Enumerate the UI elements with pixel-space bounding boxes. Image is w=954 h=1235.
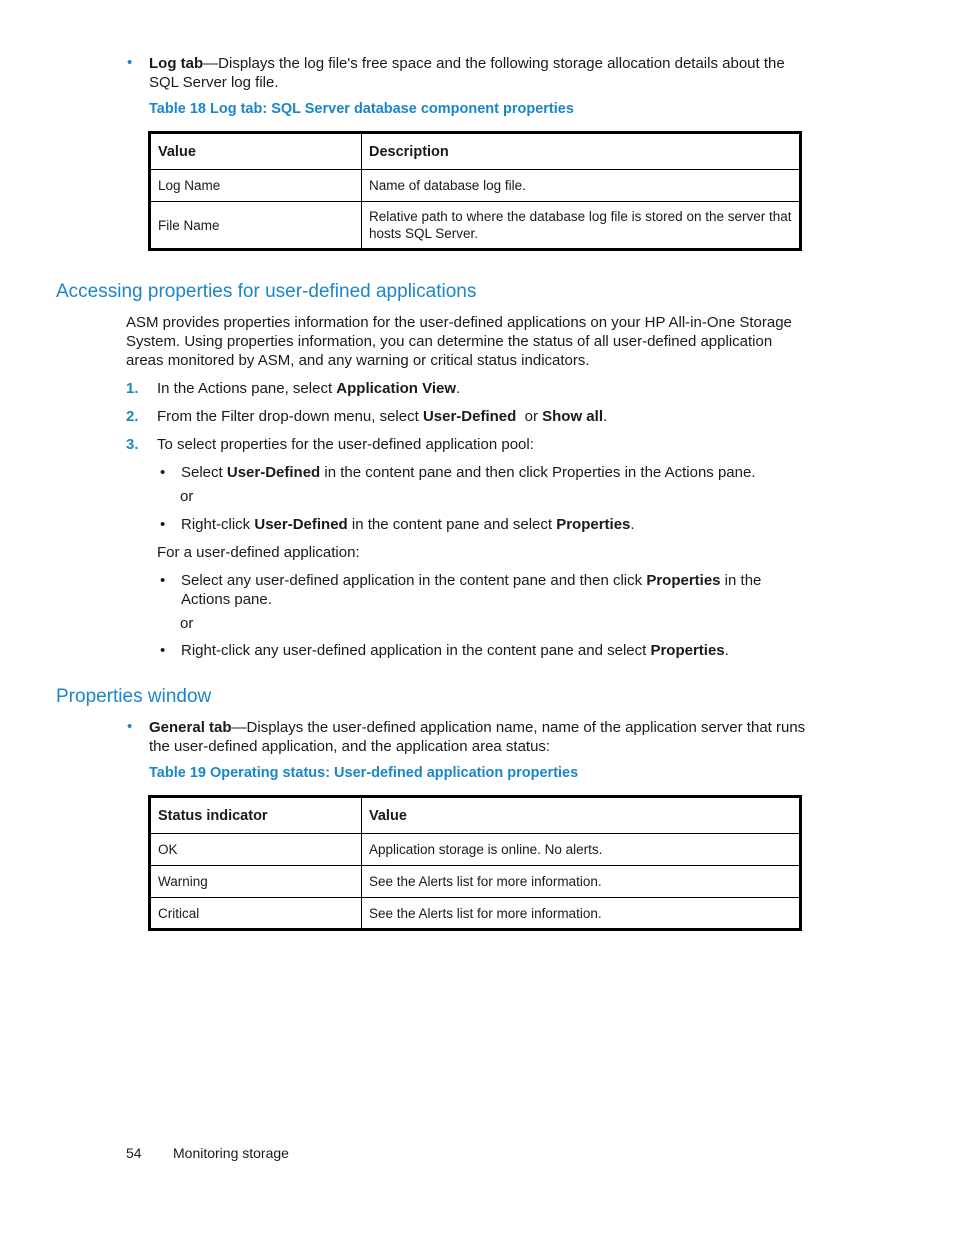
table-cell: OK (150, 834, 362, 866)
bullet-icon: • (160, 516, 166, 533)
table-row (150, 202, 801, 250)
table-cell: See the Alerts list for more information. (362, 898, 801, 930)
sub-bullet-select-any-application: Select any user-defined application in the content pane and then click Properties in the Actions pane. (181, 572, 762, 608)
section-heading-accessing-properties: Accessing properties for user-defined applications (56, 281, 477, 302)
table-header-row (150, 797, 801, 834)
or-text: or (180, 615, 194, 632)
section-heading-properties-window: Properties window (56, 686, 212, 707)
table19 (148, 795, 802, 931)
for-application-text: For a user-defined application: (157, 544, 360, 561)
table-cell: See the Alerts list for more information. (362, 866, 801, 898)
step-1: In the Actions pane, select Application View. (157, 380, 461, 397)
table-header: Description (362, 133, 801, 170)
table-cell: Critical (150, 898, 362, 930)
or-text: or (180, 488, 194, 505)
table-row (150, 170, 801, 202)
general-tab-bullet: General tab—Displays the user-defined application name, name of the application server that runs the user-defined application, and the application area status: (149, 719, 806, 755)
step-3: To select properties for the user-defined application pool: (157, 436, 534, 453)
step-number: 3. (126, 436, 139, 453)
bullet-icon: • (127, 718, 133, 735)
sub-bullet-right-click-any-application: Right-click any user-defined application in the content pane and select Properties. (181, 642, 729, 659)
log-tab-bullet (149, 54, 809, 92)
step-2: From the Filter drop-down menu, select User-Defined or Show all. (157, 408, 608, 425)
bullet-icon: • (160, 464, 166, 481)
bullet-icon: • (127, 54, 133, 71)
table-cell: Relative path to where the database log file is stored on the server that hosts SQL Server. (362, 202, 801, 250)
table-cell: Log Name (150, 170, 362, 202)
table-row (150, 898, 801, 930)
table-header: Status indicator (150, 797, 362, 834)
table-cell: Application storage is online. No alerts. (362, 834, 801, 866)
table-cell: Warning (150, 866, 362, 898)
step-number: 1. (126, 380, 139, 397)
table19-caption: Table 19 Operating status: User-defined application properties (149, 765, 579, 781)
log-tab-text: —Displays the log file's free space and the following storage allocation details about the SQL Server log file. (149, 55, 785, 91)
table-row (150, 834, 801, 866)
table-header: Value (362, 797, 801, 834)
table-row (150, 866, 801, 898)
log-tab-term: Log tab (149, 55, 204, 72)
step-number: 2. (126, 408, 139, 425)
table18 (148, 131, 802, 251)
table-header: Value (150, 133, 362, 170)
sub-bullet-right-click-user-defined: Right-click User-Defined in the content pane and select Properties. (181, 516, 635, 533)
section1-paragraph: ASM provides properties information for the user-defined applications on your HP All-in-One Storage System. Using properties information, you can determine the status of all user-defined application areas monitored by ASM, and any warning or critical status indicators. (126, 314, 792, 369)
sub-bullet-select-user-defined: Select User-Defined in the content pane and then click Properties in the Actions pane. (181, 464, 756, 481)
bullet-icon: • (160, 642, 166, 659)
table18-caption: Table 18 Log tab: SQL Server database component properties (149, 101, 574, 117)
table-cell: Name of database log file. (362, 170, 801, 202)
footer-section-title: Monitoring storage (173, 1145, 289, 1161)
table-header-row (150, 133, 801, 170)
table-cell: File Name (150, 202, 362, 250)
bullet-icon: • (160, 572, 166, 589)
page-number: 54 (126, 1145, 142, 1161)
